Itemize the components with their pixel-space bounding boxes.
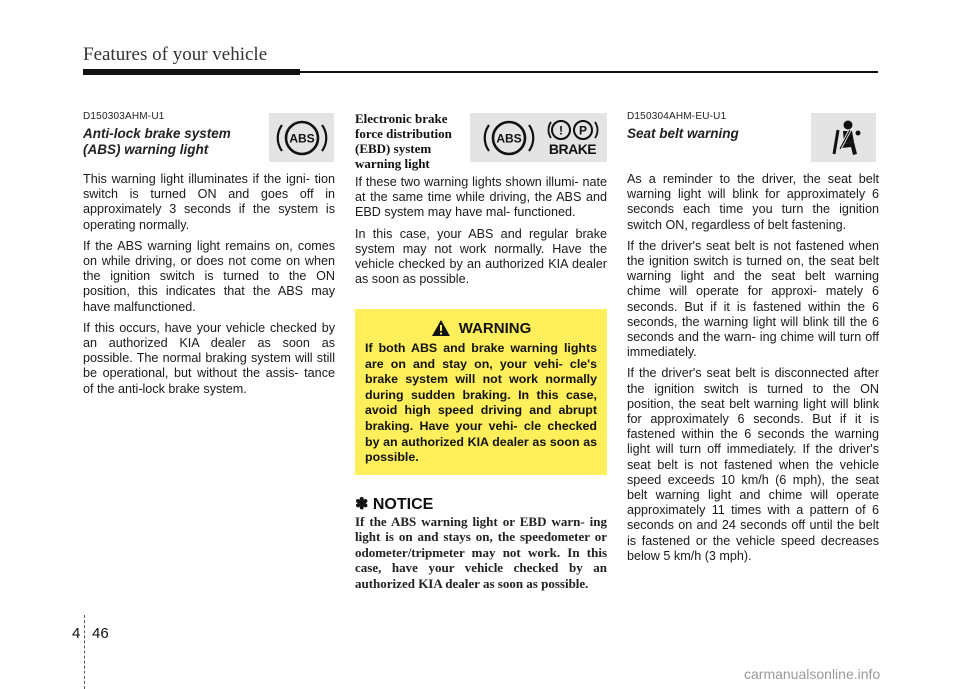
page-header-title: Features of your vehicle bbox=[83, 44, 268, 65]
subtitle-line: warning light bbox=[355, 156, 430, 171]
warning-header bbox=[365, 319, 597, 337]
subtitle-line: (ABS) warning light bbox=[83, 142, 209, 157]
brake-icon-label: BRAKE bbox=[548, 141, 597, 157]
brake-warning-icon bbox=[547, 118, 599, 157]
ebd-warning-icons bbox=[470, 113, 607, 162]
paragraph: If the driver's seat belt is disconnected after the ignition switch is turned to the ON position, the seat belt warning light will blink for approximately 6 seconds. But if it is fastened within the 6 seconds the warning light will turn off immediately. If the driver's seat belt is not fastened when the vehicle speed exceeds 10 km/h (6 mph), the seat belt warning light and chime will operate approximately 11 times with a pattern of 6 seconds on and 24 seconds off until the belt is fastened or the vehicle speed decreases below 5 km/h (3 mph). bbox=[627, 366, 879, 563]
section-subtitle: Seat belt warning bbox=[627, 126, 739, 141]
svg-text:!: ! bbox=[558, 123, 563, 138]
seat-belt-icon bbox=[811, 113, 876, 162]
subtitle-line: force distribution bbox=[355, 126, 452, 141]
section-code: D150303AHM-U1 bbox=[83, 111, 165, 122]
header-bar bbox=[83, 69, 300, 75]
subtitle-line: Electronic brake bbox=[355, 111, 448, 126]
seat-belt-section bbox=[627, 111, 879, 570]
notice-title: ✽ NOTICE bbox=[355, 496, 434, 513]
watermark: carmanualsonline.info bbox=[744, 666, 881, 682]
svg-text:ABS: ABS bbox=[495, 131, 522, 145]
chapter-number: 4 bbox=[72, 625, 81, 642]
header-rule bbox=[300, 71, 878, 73]
subtitle-line: (EBD) system bbox=[355, 141, 432, 156]
warning-triangle-icon bbox=[431, 319, 451, 337]
paragraph: If the ABS warning light remains on, comes on while driving, or does not come on when the ignition switch is turned to the ON position, this indicates that the ABS may have malfunctioned. bbox=[83, 238, 335, 314]
paragraph: This warning light illuminates if the igni- tion switch is turned ON and goes off in approximately 3 seconds if the system is operating normally. bbox=[83, 172, 335, 232]
section-code: D150304AHM-EU-U1 bbox=[627, 111, 727, 122]
footer-divider bbox=[84, 615, 86, 689]
paragraph: As a reminder to the driver, the seat belt warning light will blink for approximately 6 seconds each time you turn the ignition switch ON, regardless of belt fastening. bbox=[627, 172, 879, 232]
warning-title: WARNING bbox=[458, 319, 532, 337]
notice-text: If the ABS warning light or EBD warn- ing light is on and stays on, the speedometer or odometer/tripmeter may not work. In this case, have your vehicle checked by an authorized KIA dealer as soon as possible. bbox=[355, 514, 607, 591]
paragraph: If this occurs, have your vehicle checked by an authorized KIA dealer as soon as possible. The normal braking system will still be operational, but without the assis- tance of the anti-lock brake system. bbox=[83, 320, 335, 396]
warning-box bbox=[355, 309, 607, 475]
abs-warning-icon bbox=[479, 117, 539, 159]
svg-text:ABS: ABS bbox=[288, 131, 315, 145]
paragraph: In this case, your ABS and regular brake system may not work normally. Have the vehicle checked by an authorized KIA dealer as soon as possible. bbox=[355, 226, 607, 287]
subtitle-line: Anti-lock brake system bbox=[83, 126, 231, 141]
svg-text:P: P bbox=[578, 123, 587, 138]
paragraph: If the driver's seat belt is not fastened when the ignition switch is turned on, the seat belt warning light and the seat belt warning chime will operate for approxi- mately 6 seconds. But if it is fastened within the 6 seconds, the warning light will blink till the 6 seconds and the warn- ing chime will turn off immediately. bbox=[627, 238, 879, 360]
page-number: 46 bbox=[92, 625, 109, 642]
warning-text: If both ABS and brake warning lights are on and stay on, your vehi- cle's brake system will not work normally during sudden braking. In this case, avoid high speed driving and abrupt braking. Have your vehi- cle checked by an authorized KIA dealer as soon as possible. bbox=[365, 341, 597, 465]
paragraph: If these two warning lights shown illumi- nate at the same time while driving, the ABS and EBD system may have mal- functioned. bbox=[355, 175, 607, 220]
abs-warning-icon bbox=[269, 113, 334, 162]
